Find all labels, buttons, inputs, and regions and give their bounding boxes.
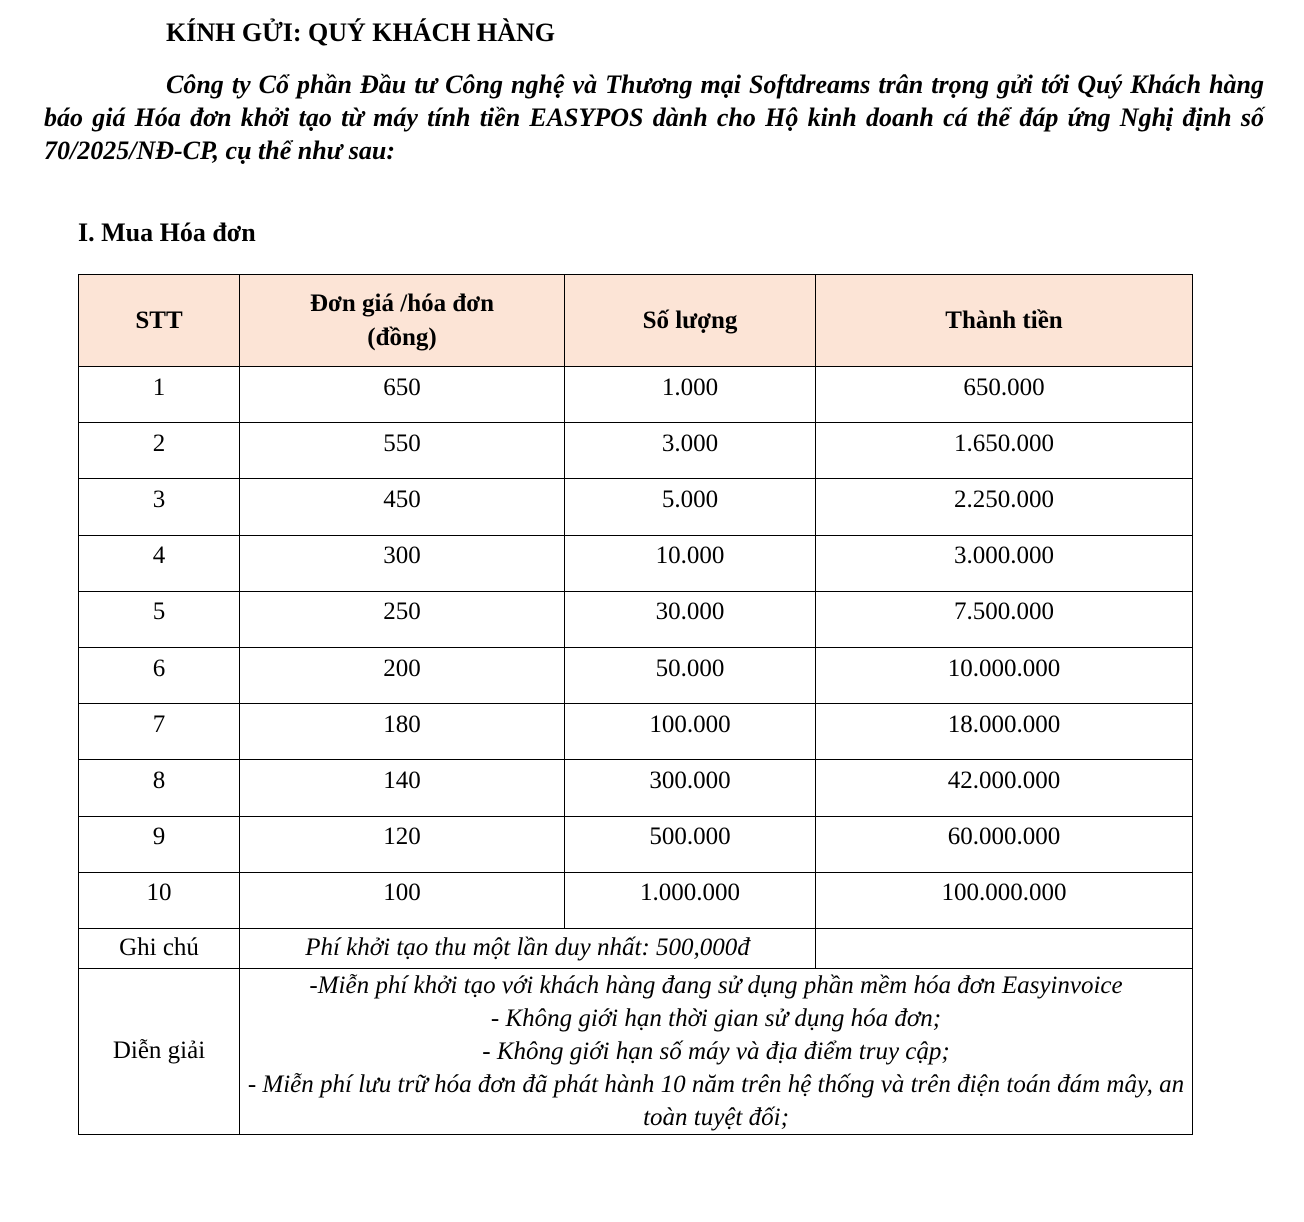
note-row [79,928,1193,968]
cell-unit-price: 180 [240,704,565,760]
table-row [79,704,1193,760]
note-empty-cell [816,928,1193,968]
cell-unit-price: 650 [240,367,565,423]
cell-quantity: 30.000 [565,591,816,647]
cell-stt: 8 [79,760,240,816]
cell-quantity: 50.000 [565,647,816,703]
cell-total: 10.000.000 [816,647,1193,703]
explain-line: -Miễn phí khởi tạo với khách hàng đang sử dụng phần mềm hóa đơn Easyinvoice [309,971,1123,999]
table-row [79,647,1193,703]
cell-quantity: 300.000 [565,760,816,816]
explain-line: - Không giới hạn số máy và địa điểm truy cập; [482,1037,950,1065]
cell-quantity: 100.000 [565,704,816,760]
note-text: Phí khởi tạo thu một lần duy nhất: 500,000đ [240,928,816,968]
cell-quantity: 1.000.000 [565,872,816,928]
cell-quantity: 3.000 [565,423,816,479]
cell-stt: 7 [79,704,240,760]
cell-stt: 9 [79,816,240,872]
cell-total: 1.650.000 [816,423,1193,479]
section-title: I. Mua Hóa đơn [78,218,256,247]
explain-line: - Không giới hạn thời gian sử dụng hóa đơn; [490,1004,942,1032]
cell-unit-price: 120 [240,816,565,872]
cell-quantity: 5.000 [565,479,816,535]
cell-unit-price: 140 [240,760,565,816]
cell-quantity: 1.000 [565,367,816,423]
cell-unit-price: 100 [240,872,565,928]
table-row [79,535,1193,591]
cell-unit-price: 200 [240,647,565,703]
explain-text [240,968,1193,1134]
cell-unit-price: 300 [240,535,565,591]
cell-unit-price: 550 [240,423,565,479]
cell-total: 650.000 [816,367,1193,423]
table-row [79,423,1193,479]
cell-total: 7.500.000 [816,591,1193,647]
cell-quantity: 10.000 [565,535,816,591]
header-unit-price-line2: (đồng) [367,323,437,351]
header-stt: STT [79,275,240,367]
header-unit-price-line1: Đơn giá /hóa đơn [310,289,494,317]
cell-total: 2.250.000 [816,479,1193,535]
cell-quantity: 500.000 [565,816,816,872]
header-quantity: Số lượng [565,275,816,367]
cell-total: 42.000.000 [816,760,1193,816]
salutation: KÍNH GỬI: QUÝ KHÁCH HÀNG [166,18,556,47]
table-row [79,872,1193,928]
table-row [79,591,1193,647]
cell-total: 60.000.000 [816,816,1193,872]
cell-stt: 10 [79,872,240,928]
table-header-row [79,275,1193,367]
price-table [78,274,1193,1135]
note-label: Ghi chú [79,928,240,968]
cell-total: 100.000.000 [816,872,1193,928]
header-total: Thành tiền [816,275,1193,367]
cell-total: 3.000.000 [816,535,1193,591]
table-row [79,816,1193,872]
cell-stt: 6 [79,647,240,703]
table-row [79,479,1193,535]
cell-stt: 3 [79,479,240,535]
cell-unit-price: 450 [240,479,565,535]
explain-label: Diễn giải [79,968,240,1134]
cell-stt: 4 [79,535,240,591]
table-row [79,760,1193,816]
header-unit-price [240,275,565,367]
explain-row [79,968,1193,1134]
cell-stt: 5 [79,591,240,647]
table-row [79,367,1193,423]
cell-stt: 1 [79,367,240,423]
cell-stt: 2 [79,423,240,479]
cell-unit-price: 250 [240,591,565,647]
explain-line: - Miễn phí lưu trữ hóa đơn đã phát hành 10 năm trên hệ thống và trên điện toán đám mây, an toàn tuyệt đối; [247,1070,1185,1131]
cell-total: 18.000.000 [816,704,1193,760]
intro-paragraph: Công ty Cổ phần Đầu tư Công nghệ và Thương mại Softdreams trân trọng gửi tới Quý Khách hàng báo giá Hóa đơn khởi tạo từ máy tính tiền EASYPOS dành cho Hộ kinh doanh cá thể đáp ứng Nghị định số 70/2025/NĐ-CP, cụ thể như sau: [44,70,1264,165]
